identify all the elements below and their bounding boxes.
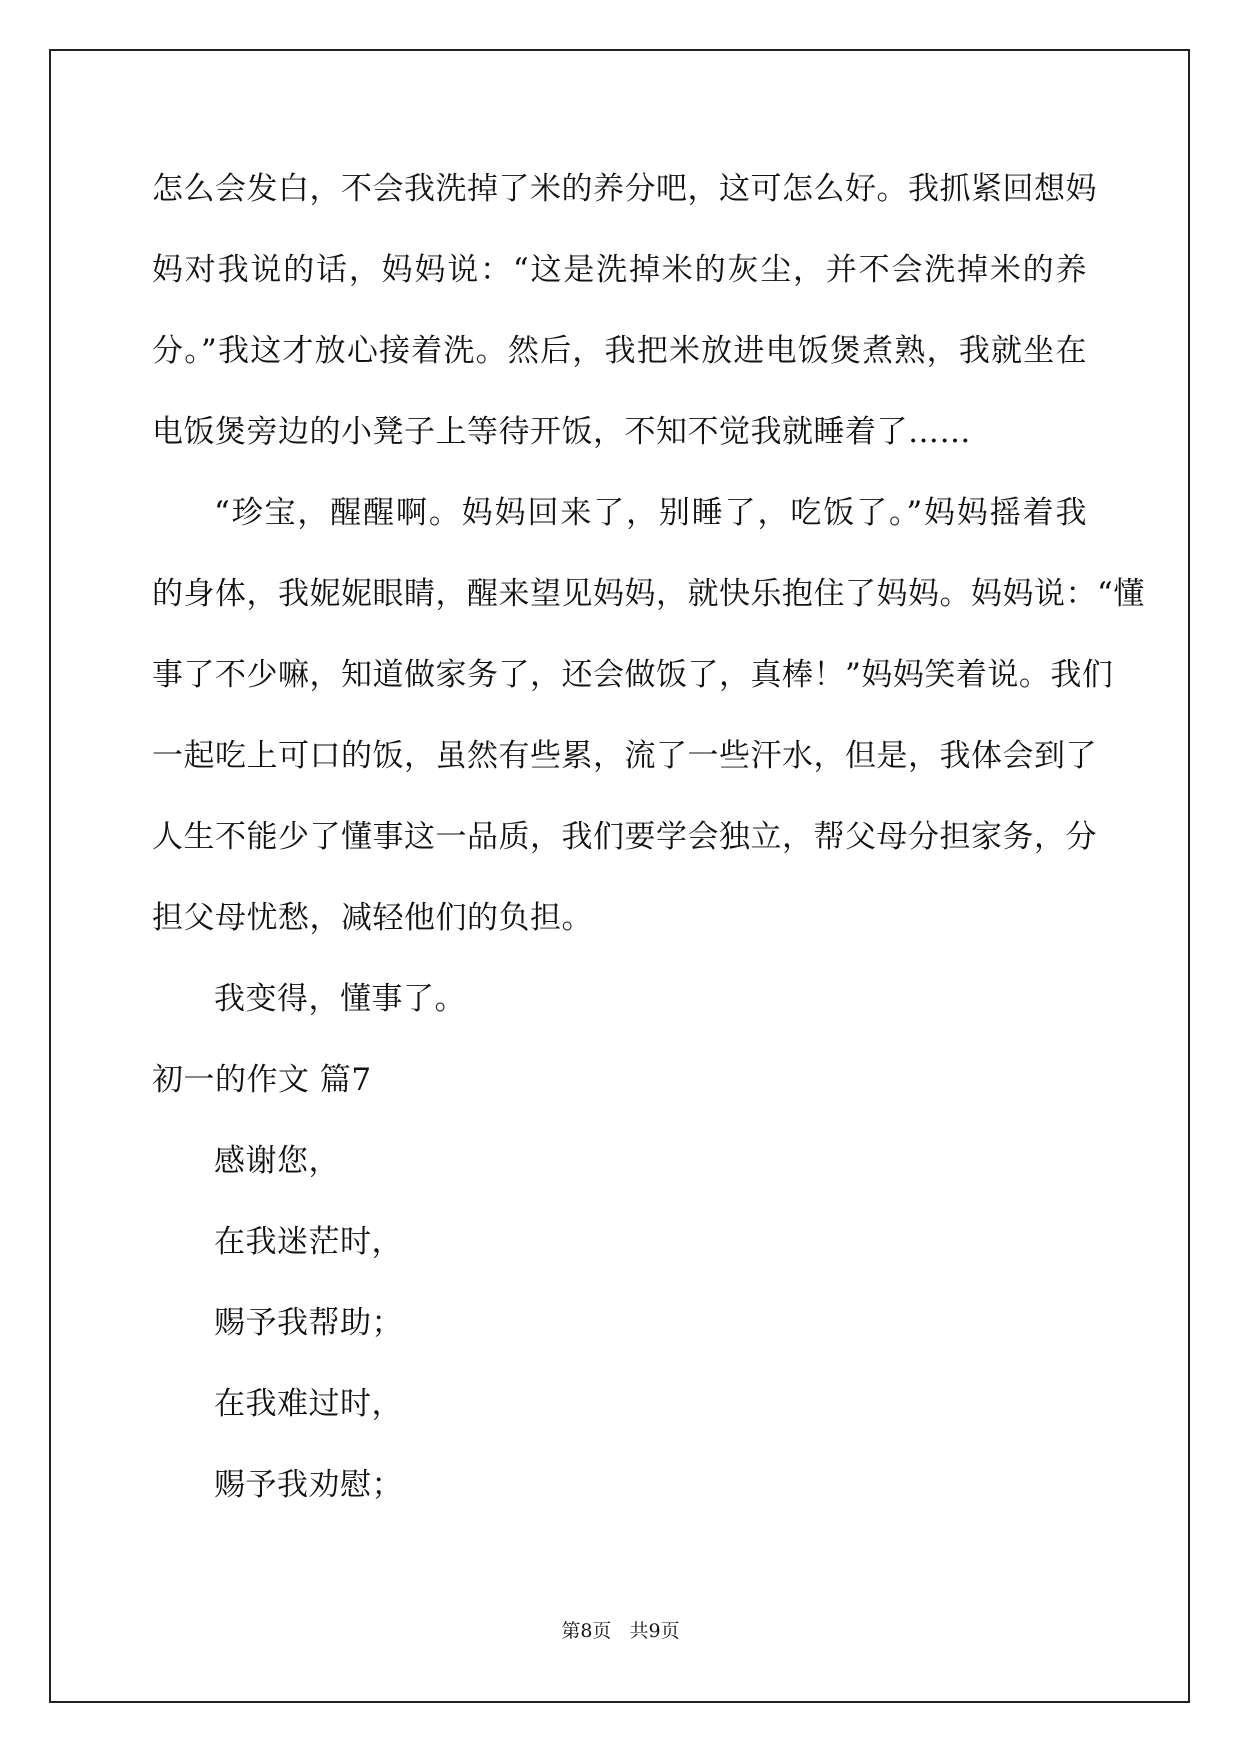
document-body bbox=[152, 160, 1145, 1537]
paragraph-line: 怎么会发白，不会我洗掉了米的养分吧，这可怎么好。我抓紧回想妈 bbox=[152, 171, 1097, 207]
section-heading: 初一的作文 篇7 bbox=[152, 1062, 372, 1098]
paragraph-line: 的身体，我妮妮眼睛，醒来望见妈妈，就快乐抱住了妈妈。妈妈说：“懂 bbox=[152, 576, 1145, 612]
paragraph-line: “珍宝，醒醒啊。妈妈回来了，别睡了，吃饭了。”妈妈摇着我 bbox=[214, 495, 1087, 531]
paragraph-line: 一起吃上可口的饭，虽然有些累，流了一些汗水，但是，我体会到了 bbox=[152, 738, 1097, 774]
paragraph-line: 电饭煲旁边的小凳子上等待开饭，不知不觉我就睡着了…… bbox=[152, 414, 971, 450]
poem-line: 赐予我帮助； bbox=[214, 1305, 403, 1341]
paragraph-line: 我变得，懂事了。 bbox=[214, 981, 466, 1017]
paragraph-line: 事了不少嘛，知道做家务了，还会做饭了，真棒！”妈妈笑着说。我们 bbox=[152, 657, 1114, 693]
paragraph-line: 担父母忧愁，减轻他们的负担。 bbox=[152, 900, 593, 936]
poem-line: 感谢您， bbox=[214, 1143, 340, 1179]
paragraph-line: 人生不能少了懂事这一品质，我们要学会独立，帮父母分担家务，分 bbox=[152, 819, 1097, 855]
paragraph-line: 妈对我说的话，妈妈说：“这是洗掉米的灰尘，并不会洗掉米的养 bbox=[152, 252, 1087, 288]
page-number-footer: 第8页 共9页 bbox=[561, 1620, 680, 1642]
poem-line: 在我迷茫时， bbox=[214, 1224, 403, 1260]
paragraph-line: 分。”我这才放心接着洗。然后，我把米放进电饭煲煮熟，我就坐在 bbox=[152, 333, 1087, 369]
poem-line: 在我难过时， bbox=[214, 1386, 403, 1422]
poem-line: 赐予我劝慰； bbox=[214, 1467, 403, 1503]
